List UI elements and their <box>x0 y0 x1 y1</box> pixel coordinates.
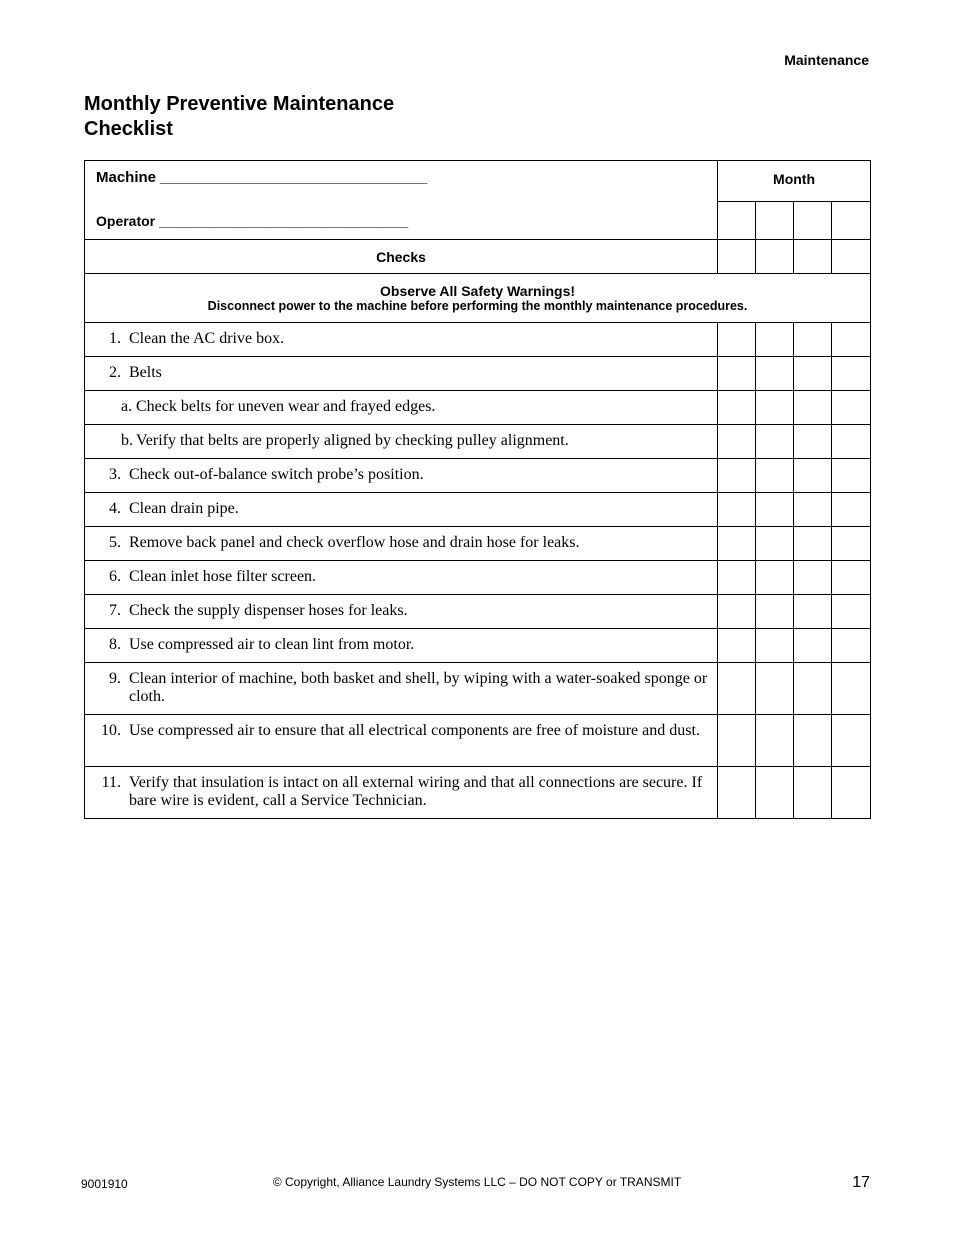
check-box[interactable] <box>718 767 756 819</box>
copyright-notice: © Copyright, Alliance Laundry Systems LLC – DO NOT COPY or TRANSMIT <box>272 1175 682 1189</box>
check-box[interactable] <box>794 493 832 527</box>
task-text: Clean the AC drive box. <box>129 330 285 347</box>
task-text: Clean drain pipe. <box>129 500 239 517</box>
task-number: 3. <box>109 466 121 483</box>
task-item <box>85 323 718 357</box>
check-box[interactable] <box>832 323 871 357</box>
check-box[interactable] <box>794 357 832 391</box>
task-number: 1. <box>109 330 121 347</box>
task-row <box>85 663 871 715</box>
check-box[interactable] <box>718 561 756 595</box>
check-box[interactable] <box>718 323 756 357</box>
task-text: Use compressed air to clean lint from motor. <box>129 636 415 653</box>
task-item <box>85 493 718 527</box>
check-box[interactable] <box>756 459 794 493</box>
check-box[interactable] <box>756 357 794 391</box>
check-box[interactable] <box>756 595 794 629</box>
task-text: Use compressed air to ensure that all electrical components are free of moisture and dust. <box>129 722 700 739</box>
month-cell[interactable] <box>794 201 832 239</box>
checklist-table <box>84 160 871 819</box>
checks-month-cell <box>832 240 871 274</box>
month-cell[interactable] <box>756 201 794 239</box>
machine-operator-cell <box>85 161 718 240</box>
check-box[interactable] <box>832 459 871 493</box>
checks-month-cell <box>718 240 756 274</box>
task-item <box>85 527 718 561</box>
task-number: 6. <box>109 568 121 585</box>
check-box[interactable] <box>794 391 832 425</box>
document-number: 9001910 <box>81 1177 128 1191</box>
task-item <box>85 629 718 663</box>
check-box[interactable] <box>718 459 756 493</box>
check-box[interactable] <box>794 767 832 819</box>
checks-header: Checks <box>85 240 718 274</box>
check-box[interactable] <box>718 715 756 767</box>
task-item <box>85 767 718 819</box>
task-row <box>85 425 871 459</box>
check-box[interactable] <box>794 323 832 357</box>
task-item <box>85 357 718 391</box>
task-row <box>85 561 871 595</box>
operator-field[interactable]: Operator ________________________________ <box>96 213 409 229</box>
page-title-line-2: Checklist <box>84 118 173 140</box>
month-cell[interactable] <box>832 201 871 239</box>
check-box[interactable] <box>756 715 794 767</box>
check-box[interactable] <box>832 493 871 527</box>
check-box[interactable] <box>794 629 832 663</box>
task-text: Verify that insulation is intact on all external wiring and that all connections are secure. If bare wire is evident, call a Service Technician. <box>129 774 703 809</box>
check-box[interactable] <box>756 493 794 527</box>
task-text: Clean inlet hose filter screen. <box>129 568 317 585</box>
check-box[interactable] <box>756 561 794 595</box>
check-box[interactable] <box>794 663 832 715</box>
task-number: 8. <box>109 636 121 653</box>
task-item <box>85 663 718 715</box>
task-number: 7. <box>109 602 121 619</box>
machine-field[interactable]: Machine ________________________________ <box>96 169 428 186</box>
subtask-item <box>85 391 718 425</box>
task-row <box>85 459 871 493</box>
check-box[interactable] <box>832 715 871 767</box>
page-number: 17 <box>852 1174 870 1191</box>
check-box[interactable] <box>756 767 794 819</box>
check-box[interactable] <box>756 425 794 459</box>
check-box[interactable] <box>794 425 832 459</box>
task-row <box>85 323 871 357</box>
check-box[interactable] <box>832 391 871 425</box>
task-number: 5. <box>109 534 121 551</box>
task-item <box>85 595 718 629</box>
check-box[interactable] <box>718 595 756 629</box>
check-box[interactable] <box>718 663 756 715</box>
month-cell[interactable] <box>718 201 756 239</box>
check-box[interactable] <box>832 527 871 561</box>
page-title-line-1: Monthly Preventive Maintenance <box>84 93 395 115</box>
check-box[interactable] <box>718 391 756 425</box>
task-text: Check the supply dispenser hoses for leaks. <box>129 602 408 619</box>
task-row <box>85 527 871 561</box>
task-row <box>85 767 871 819</box>
check-box[interactable] <box>832 561 871 595</box>
task-row <box>85 629 871 663</box>
task-item <box>85 459 718 493</box>
check-box[interactable] <box>794 715 832 767</box>
check-box[interactable] <box>718 425 756 459</box>
check-box[interactable] <box>718 629 756 663</box>
task-number: 9. <box>109 670 121 687</box>
check-box[interactable] <box>832 595 871 629</box>
check-box[interactable] <box>832 629 871 663</box>
safety-warning <box>85 274 871 323</box>
check-box[interactable] <box>756 323 794 357</box>
check-box[interactable] <box>756 663 794 715</box>
page-title <box>84 92 504 142</box>
task-item <box>85 715 718 767</box>
check-box[interactable] <box>794 459 832 493</box>
check-box[interactable] <box>718 493 756 527</box>
task-text: Check out-of-balance switch probe’s position. <box>129 466 424 483</box>
task-row <box>85 493 871 527</box>
task-text: Verify that belts are properly aligned by checking pulley alignment. <box>136 432 569 449</box>
check-box[interactable] <box>794 595 832 629</box>
check-box[interactable] <box>794 527 832 561</box>
safety-warning-text: Disconnect power to the machine before performing the monthly maintenance procedures. <box>207 298 748 313</box>
task-row <box>85 715 871 767</box>
task-number: 11. <box>101 774 121 791</box>
checks-month-cell <box>794 240 832 274</box>
subtask-item <box>85 425 718 459</box>
task-number: a. <box>121 398 133 415</box>
task-row <box>85 391 871 425</box>
task-text: Belts <box>129 364 162 381</box>
check-box[interactable] <box>756 629 794 663</box>
task-row <box>85 357 871 391</box>
check-box[interactable] <box>756 391 794 425</box>
check-box[interactable] <box>832 425 871 459</box>
task-number: b. <box>121 432 133 449</box>
month-header: Month <box>718 161 871 202</box>
check-box[interactable] <box>832 767 871 819</box>
safety-warning-title: Observe All Safety Warnings! <box>380 282 576 299</box>
check-box[interactable] <box>718 527 756 561</box>
task-number: 2. <box>109 364 121 381</box>
check-box[interactable] <box>832 357 871 391</box>
section-header: Maintenance <box>784 52 869 68</box>
task-number: 4. <box>109 500 121 517</box>
task-row <box>85 595 871 629</box>
checks-month-cell <box>756 240 794 274</box>
check-box[interactable] <box>718 357 756 391</box>
task-text: Remove back panel and check overflow hose and drain hose for leaks. <box>129 534 580 551</box>
task-text: Clean interior of machine, both basket and shell, by wiping with a water-soaked sponge or cloth. <box>129 670 708 705</box>
check-box[interactable] <box>794 561 832 595</box>
task-item <box>85 561 718 595</box>
task-number: 10. <box>101 722 121 739</box>
check-box[interactable] <box>832 663 871 715</box>
check-box[interactable] <box>756 527 794 561</box>
task-text: Check belts for uneven wear and frayed edges. <box>136 398 436 415</box>
